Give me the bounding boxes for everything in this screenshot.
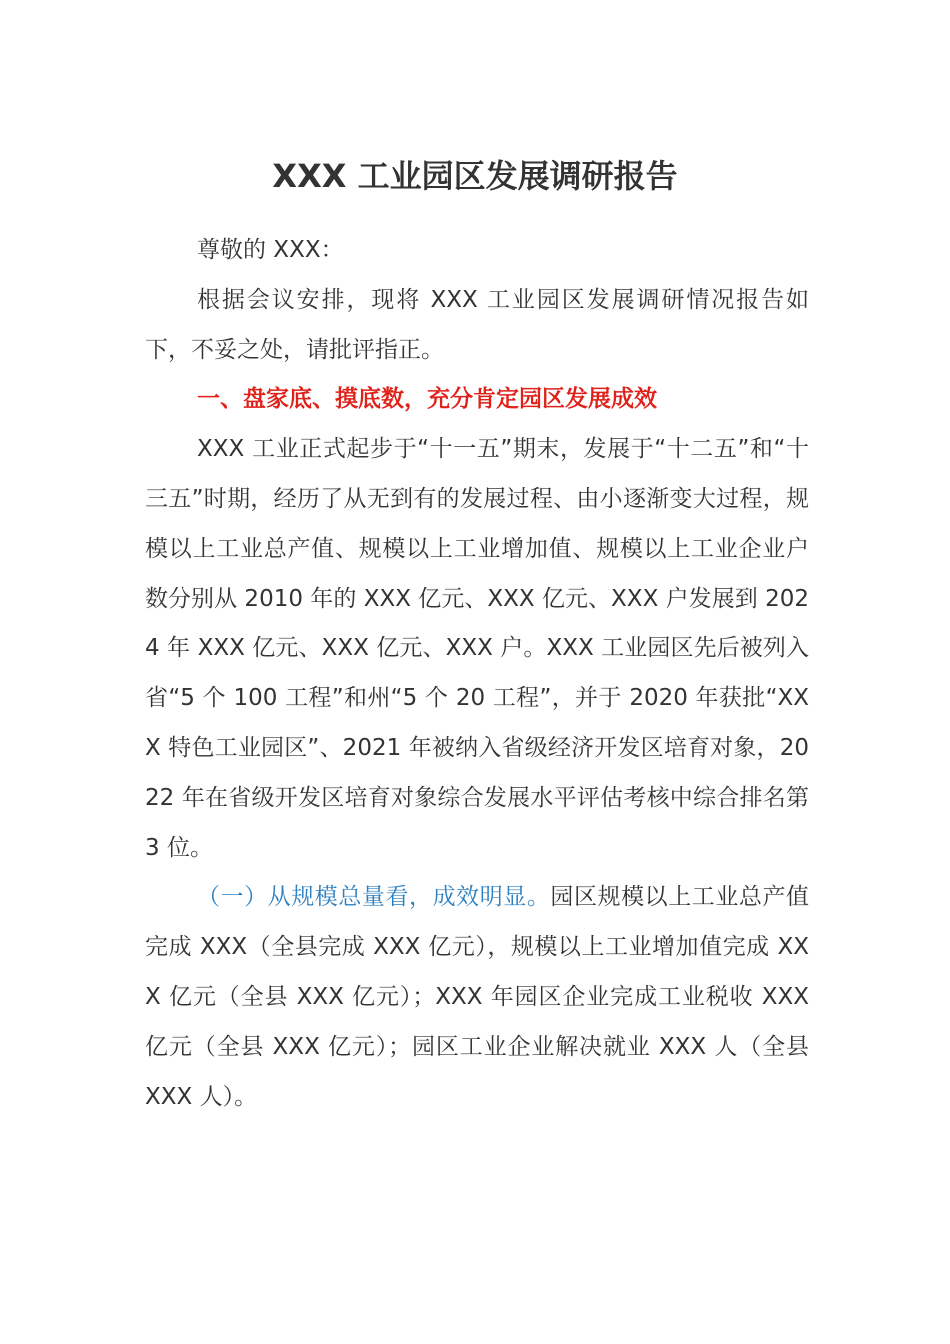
subsection-1-lead: （一）从规模总量看，成效明显。 (197, 884, 551, 911)
document-body (145, 226, 809, 1122)
salutation: 尊敬的 XXX： (197, 237, 344, 263)
intro-paragraph: 根据会议安排，现将 XXX 工业园区发展调研情况报告如下，不妥之处，请批评指正。 (145, 286, 809, 363)
document-title: XXX 工业园区发展调研报告 (272, 157, 678, 195)
section-heading-1: 一、盘家底、摸底数，充分肯定园区发展成效 (197, 386, 657, 413)
subsection-1-text: 园区规模以上工业总产值完成 XXX（全县完成 XXX 亿元），规模以上工业增加值完成 XXX 亿元（全县 XXX 亿元）；XXX 年园区企业完成工业税收 XXX 亿元（全县 XXX 亿元）；园区工业企业解决就业 XXX 人（全县 XXX 人）。 (145, 884, 810, 1110)
subsection-1-paragraph (145, 873, 809, 1122)
section-1-paragraph: XXX 工业正式起步于“十一五”期末，发展于“十二五”和“十三五”时期，经历了从无到有的发展过程、由小逐渐变大过程，规模以上工业总产值、规模以上工业增加值、规模以上工业企业户数分别从 2010 年的 XXX 亿元、XXX 亿元、XXX 户发展到 2024 年 XXX 亿元、XXX 亿元、XXX 户。XXX 工业园区先后被列入省“5 个 100 工程”和州“5 个 20 工程”，并于 2020 年获批“XXX 特色工业园区”、2021 年被纳入省级经济开发区培育对象，2022 年在省级开发区培育对象综合发展水平评估考核中综合排名第 3 位。 (145, 436, 809, 861)
